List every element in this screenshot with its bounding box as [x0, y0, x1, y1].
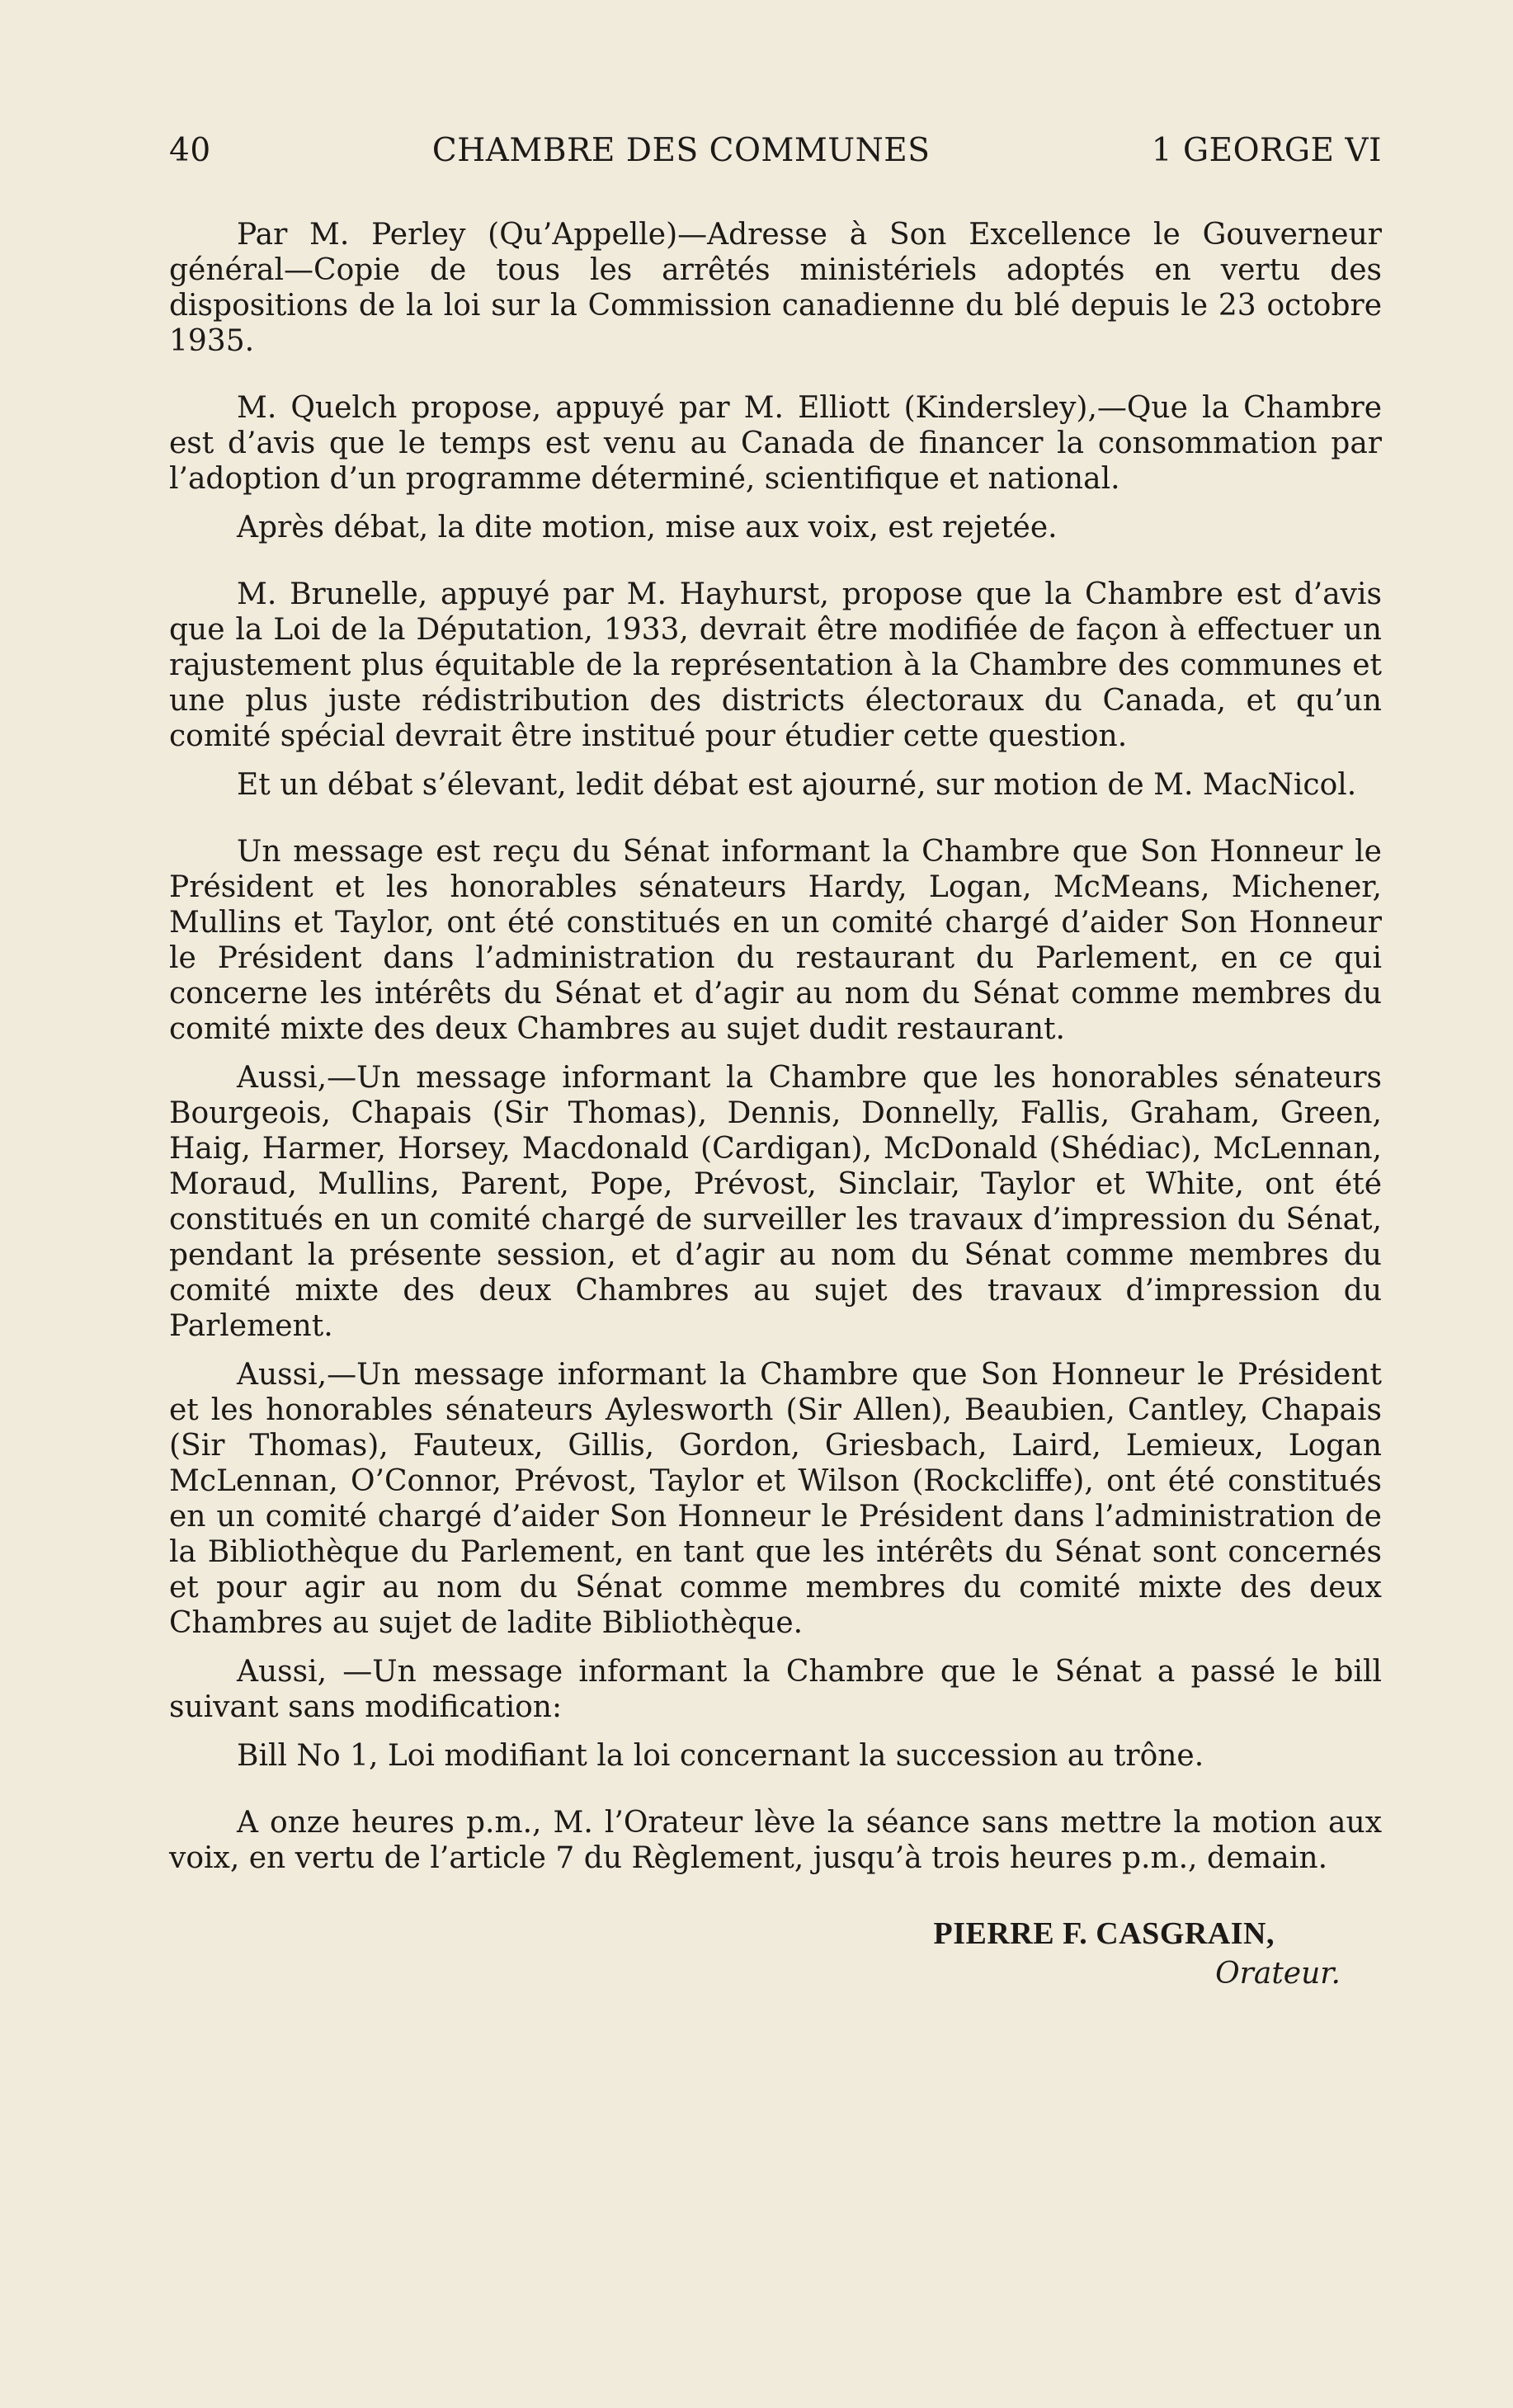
paragraph-senate-message-bill: Aussi, —Un message informant la Chambre que le Sénat a passé le bill suivant sans modification:: [169, 1655, 1382, 1724]
paragraph-adjournment: A onze heures p.m., M. l’Orateur lève la séance sans mettre la motion aux voix, en vertu de l’article 7 du Règlement, jusqu’à trois heures p.m., demain.: [169, 1806, 1382, 1875]
paragraph-motion-rejected: Après débat, la dite motion, mise aux voix, est rejetée.: [237, 511, 1058, 544]
paragraph-senate-message-restaurant: Un message est reçu du Sénat informant la Chambre que Son Honneur le Président et les honorables sénateurs Hardy, Logan, McMeans, Michener, Mullins et Taylor, ont été constitués en un comité chargé d’aider Son Honneur le Président dans l’administration du restaurant du Parlement, en ce qui concerne les intérêts du Sénat et d’agir au nom du Sénat comme membres du comité mixte des deux Chambres au sujet dudit restaurant.: [169, 835, 1382, 1046]
paragraph-perley-address: Par M. Perley (Qu’Appelle)—Adresse à Son Excellence le Gouverneur général—Copie de tous les arrêtés ministériels adoptés en vertu des dispositions de la loi sur la Commission canadienne du blé depuis le 23 octobre 1935.: [169, 218, 1382, 358]
signature-block: [169, 1916, 1382, 1991]
document-body: [169, 217, 1382, 1876]
paragraph-senate-message-library: Aussi,—Un message informant la Chambre que Son Honneur le Président et les honorables sénateurs Aylesworth (Sir Allen), Beaubien, Cantley, Chapais (Sir Thomas), Fauteux, Gillis, Gordon, Griesbach, Laird, Lemieux, Logan McLennan, O’Connor, Prévost, Taylor et Wilson (Rockcliffe), ont été constitués en un comité chargé d’aider Son Honneur le Président dans l’administration de la Bibliothèque du Parlement, en tant que les intérêts du Sénat sont concernés et pour agir au nom du Sénat comme membres du comité mixte des deux Chambres au sujet de ladite Bibliothèque.: [169, 1358, 1382, 1640]
paragraph-quelch-motion: M. Quelch propose, appuyé par M. Elliott (Kindersley),—Que la Chambre est d’avis que le temps est venu au Canada de financer la consommation par l’adoption d’un programme déterminé, scientifique et national.: [169, 391, 1382, 496]
paragraph-debate-adjourned: Et un débat s’élevant, ledit débat est ajourné, sur motion de M. MacNicol.: [237, 768, 1357, 802]
paragraph-bill-no-1: Bill No 1, Loi modifiant la loi concernant la succession au trône.: [237, 1739, 1204, 1773]
page-title: CHAMBRE DES COMMUNES: [431, 132, 931, 169]
paragraph-brunelle-motion: M. Brunelle, appuyé par M. Hayhurst, propose que la Chambre est d’avis que la Loi de la Députation, 1933, devrait être modifiée de façon à effectuer un rajustement plus équitable de la représentation à la Chambre des communes et une plus juste rédistribution des districts électoraux du Canada, et qu’un comité spécial devrait être institué pour étudier cette question.: [169, 577, 1382, 753]
reign-label: 1 GEORGE VI: [1151, 132, 1382, 169]
signatory-title: Orateur.: [1215, 1957, 1341, 1991]
signatory-name: PIERRE F. CASGRAIN,: [933, 1916, 1275, 1951]
page-header: [169, 132, 1382, 169]
paragraph-senate-message-printing: Aussi,—Un message informant la Chambre que les honorables sénateurs Bourgeois, Chapais (Sir Thomas), Dennis, Donnelly, Fallis, Graham, Green, Haig, Harmer, Horsey, Macdonald (Cardigan), McDonald (Shédiac), McLennan, Moraud, Mullins, Parent, Pope, Prévost, Sinclair, Taylor et White, ont été constitués en un comité chargé de surveiller les travaux d’impression du Sénat, pendant la présente session, et d’agir au nom du Sénat comme membres du comité mixte des deux Chambres au sujet des travaux d’impression du Parlement.: [169, 1061, 1382, 1343]
document-page: [169, 132, 1382, 1991]
page-number: 40: [169, 132, 211, 169]
